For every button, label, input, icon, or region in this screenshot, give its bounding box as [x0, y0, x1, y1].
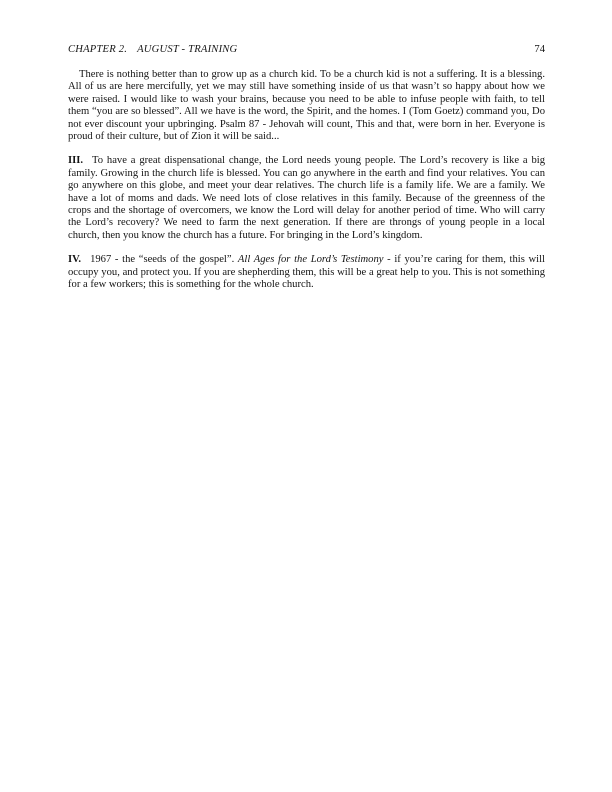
- book-title-italic: All Ages for the Lord’s Testimony: [237, 254, 384, 266]
- page-body: [68, 69, 545, 304]
- running-header: [68, 44, 545, 56]
- chapter-heading: [68, 44, 237, 56]
- chapter-label: CHAPTER 2.: [68, 44, 128, 55]
- paragraph-intro: [68, 69, 545, 143]
- paragraph-iii: [68, 155, 545, 242]
- paragraph-text: 1967 - the “seeds of the gospel”.: [90, 254, 238, 266]
- chapter-title: AUGUST - TRAINING: [137, 44, 238, 55]
- paragraph-label-iv: IV.: [68, 254, 82, 266]
- paragraph-text: To have a great dispensational change, the Lord needs young people. The Lord’s recovery is like a big family. Growing in the church life is blessed. You can go anywhere in the earth and find your relatives. You can go anywhere on this globe, and meet your dear relatives. The church life is a family life. We are a family. We have a lot of moms and dads. We need lots of close relatives in this family. Because of the greenness of the crops and the shortage of overcomers, we know the Lord will delay for another period of time. Who will carry the Lord’s recovery? We need to farm the next generation. If there are throngs of young people in a local church, then you know the church has a future. For bringing in the Lord’s kingdom.: [68, 155, 545, 241]
- paragraph-text: - if you’re caring for them, this will occupy you, and protect you. If you are shepherding them, this will be a great help to you. This is not something for a few workers; this is something for the whole church.: [68, 254, 545, 291]
- page-number: 74: [534, 44, 545, 55]
- paragraph-iv: [68, 254, 545, 291]
- paragraph-label-iii: III.: [68, 155, 84, 167]
- paragraph-text: There is nothing better than to grow up as a church kid. To be a church kid is not a suffering. It is a blessing. All of us are here mercifully, yet we may still have something inside of us that wasn’t so happy about how we were raised. I would like to wash your brains, because you need to be able to infuse people with faith, to tell them “you are so blessed”. All we have is the word, the Spirit, and the homes. I (Tom Goetz) command you, Do not ever discount your upbringing. Psalm 87 - Jehovah will count, This and that, were born in her. Everyone is proud of their culture, but of Zion it will be said...: [68, 69, 545, 143]
